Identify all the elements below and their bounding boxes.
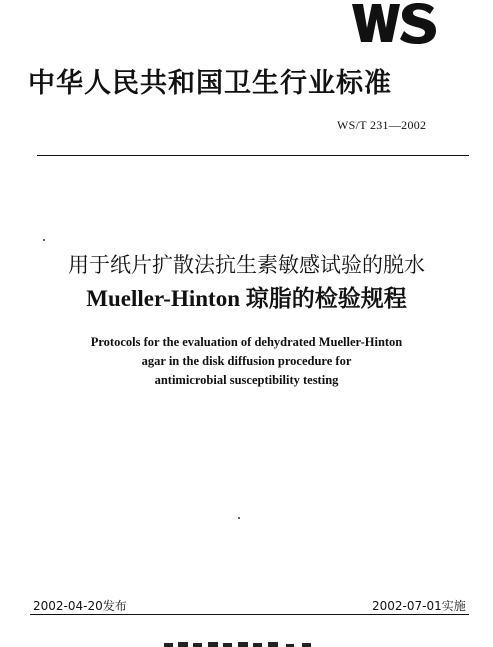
title-english-line: Protocols for the evaluation of dehydrated Mueller-Hinton (90, 335, 403, 349)
title-chinese-line-1: 用于纸片扩散法抗生素敏感试验的脱水 (68, 253, 425, 277)
title-english (0, 333, 493, 390)
cropped-issuer-text (150, 637, 350, 647)
title-english-line: agar in the disk diffusion procedure for (141, 354, 352, 368)
standard-category-title: 中华人民共和国卫生行业标准 (28, 68, 392, 99)
scan-speck (238, 517, 240, 519)
ws-logo-mark (352, 2, 438, 44)
standard-number: WS/T 231—2002 (337, 118, 427, 132)
implementation-date: 2002-07-01实施 (372, 599, 466, 613)
footer-divider (30, 614, 469, 615)
title-english-line: antimicrobial susceptibility testing (154, 373, 339, 387)
header-divider (37, 155, 469, 156)
ws-logo (352, 2, 438, 44)
title-chinese-line-2: Mueller-Hinton 琼脂的检验规程 (86, 286, 407, 311)
cropped-issuer-glyph-tops (150, 637, 350, 647)
issue-date: 2002-04-20发布 (33, 599, 127, 613)
scan-speck (43, 239, 45, 241)
